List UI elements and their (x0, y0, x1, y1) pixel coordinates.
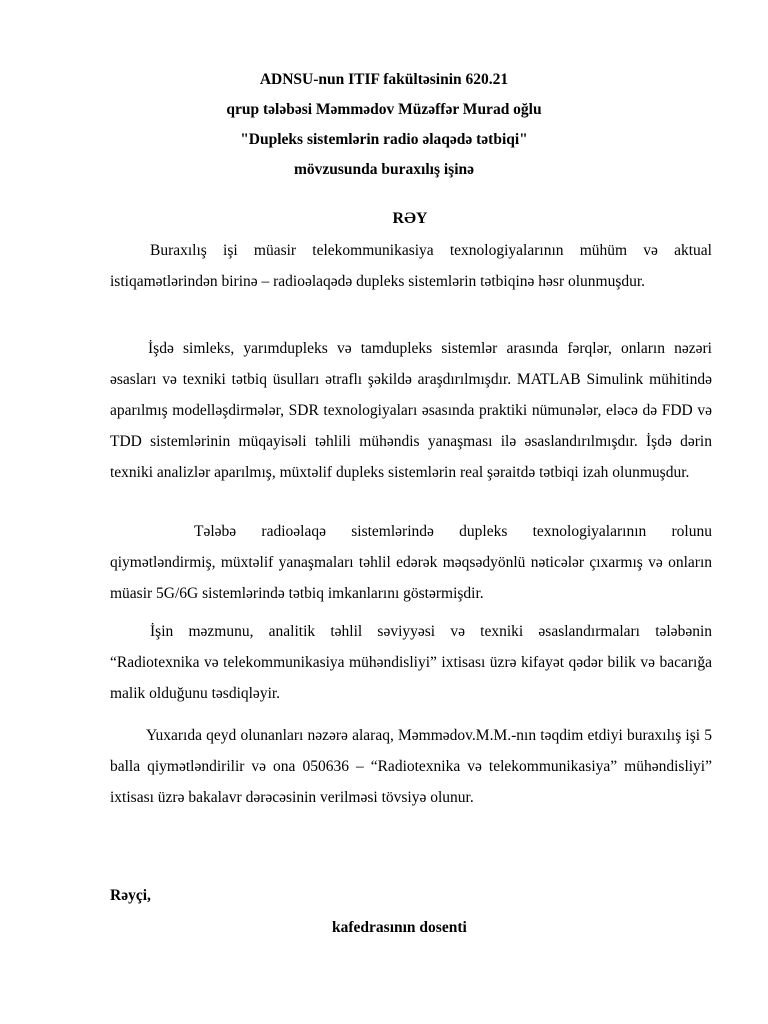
paragraph-intro: Buraxılış işi müasir telekommunikasiya texnologiyalarının mühüm və aktual istiqamətlərindən birinə – radioəlaqədə dupleks sistemlərin tətbiqinə həsr olunmuşdur. (110, 242, 712, 290)
paragraph-student-assessment: Tələbə radioəlaqə sistemlərində dupleks texnologiyalarının rolunu qiymətləndirmiş, müxtəlif yanaşmaları təhlil edərək məqsədyönlü nəticələr çıxarmış və onların müasir 5G/6G sistemlərində tətbiq imkanlarını göstərmişdir. (110, 523, 712, 602)
reviewer-label: Rəyçi, (110, 887, 151, 904)
header-student-line: qrup tələbəsi Məmmədov Müzəffər Murad oğlu (226, 101, 542, 118)
paragraph-conclusion: Yuxarıda qeyd olunanları nəzərə alaraq, Məmmədov.M.M.-nın təqdim etdiyi buraxılış işi 5 balla qiymətləndirilir və ona 050636 – “Radiotexnika və telekommunikasiya” mühəndisliyi” ixtisası üzrə bakalavr dərəcəsinin verilməsi tövsiyə olunur. (110, 727, 712, 806)
header-subject-line: mövzusunda buraxılış işinə (293, 161, 475, 178)
document-header (0, 68, 768, 188)
review-title: RƏY (392, 210, 428, 227)
header-topic-line: "Dupleks sistemlərin radio əlaqədə tətbiqi" (240, 131, 528, 148)
paragraph-qualification: İşin məzmunu, analitik təhlil səviyyəsi və texniki əsaslandırmaları tələbənin “Radiotexnika və telekommunikasiya mühəndisliyi” ixtisası üzrə kifayət qədər bilik və bacarığa malik olduğunu təsdiqləyir. (110, 623, 712, 702)
reviewer-department: kafedrasının dosenti (332, 919, 467, 936)
paragraph-content: İşdə simleks, yarımdupleks və tamdupleks sistemlər arasında fərqlər, onların nəzəri əsasları və texniki tətbiq üsulları ətraflı şəkildə araşdırılmışdır. MATLAB Simulink mühitində aparılmış modelləşdirmələr, SDR texnologiyaları əsasında praktiki nümunələr, eləcə də FDD və TDD sistemlərinin müqayisəli təhlili mühəndis yanaşması ilə əsaslandırılmışdır. İşdə dərin texniki analizlər aparılmış, müxtəlif dupleks sistemlərin real şəraitdə tətbiqi izah olunmuşdur. (110, 340, 712, 481)
header-faculty-line: ADNSU-nun ITIF fakültəsinin 620.21 (259, 71, 509, 88)
